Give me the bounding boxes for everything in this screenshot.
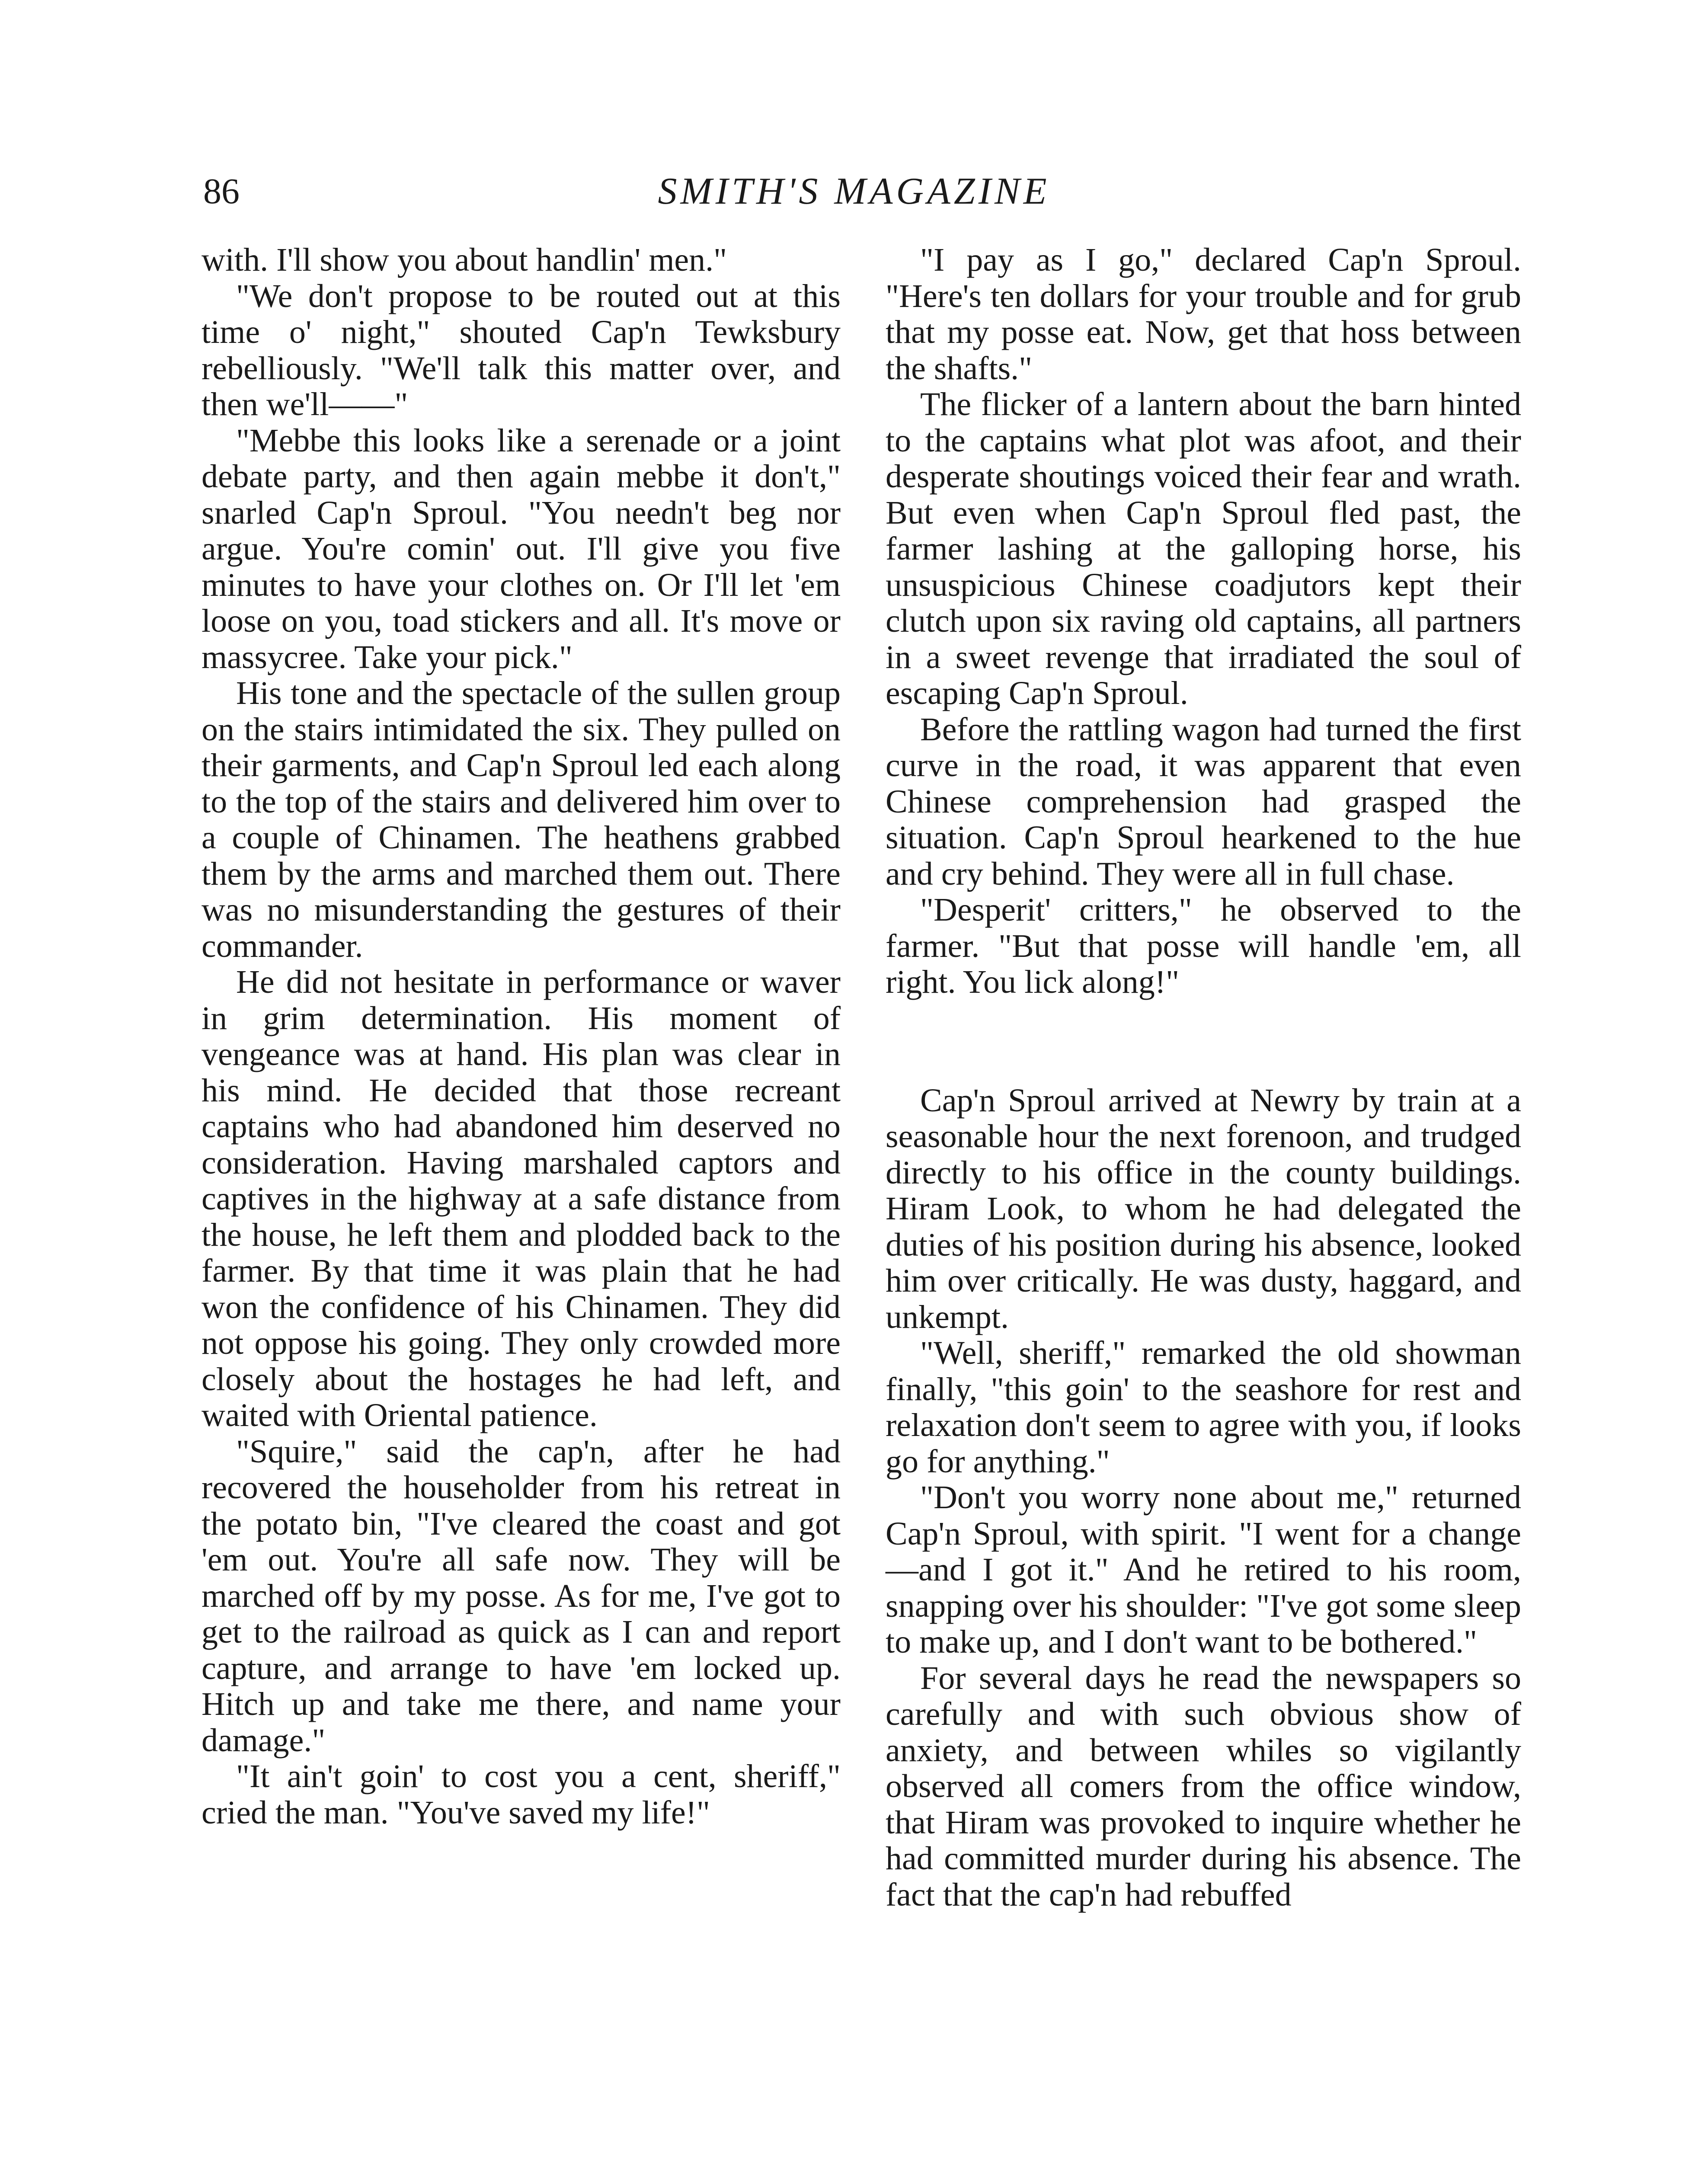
paragraph: "We don't propose to be routed out at this time o' night," shouted Cap'n Tewksbury rebelliously. "We'll talk this matter over, and then we'll——" [202,278,841,422]
paragraph: "Desperit' critters," he observed to the farmer. "But that posse will handle 'em, all right. You lick along!" [886,892,1521,1000]
paragraph: His tone and the spectacle of the sullen group on the stairs intimidated the six. They pulled on their garments, and Cap'n Sproul led each along to the top of the stairs and delivered him over to a couple of Chinamen. The heathens grabbed them by the arms and marched them out. There was no misunderstanding the gestures of their commander. [202,675,841,964]
paragraph: "I pay as I go," declared Cap'n Sproul. "Here's ten dollars for your trouble and for grub that my posse eat. Now, get that hoss between the shafts." [886,242,1521,387]
running-head: SMITH'S MAGAZINE [658,170,1050,212]
paragraph: "Don't you worry none about me," returned Cap'n Sproul, with spirit. "I went for a change—and I got it." And he retired to his room, snapping over his shoulder: "I've got some sleep to make up, and I don't want to be bothered." [886,1479,1521,1660]
right-column [886,242,1521,1913]
paragraph: "Mebbe this looks like a serenade or a joint debate party, and then again mebbe it don't," snarled Cap'n Sproul. "You needn't beg nor argue. You're comin' out. I'll give you five minutes to have your clothes on. Or I'll let 'em loose on you, toad stickers and all. It's move or massycree. Take your pick." [202,422,841,675]
paragraph: The flicker of a lantern about the barn hinted to the captains what plot was afoot, and their desperate shoutings voiced their fear and wrath. But even when Cap'n Sproul fled past, the farmer lashing at the galloping horse, his unsuspicious Chinese coadjutors kept their clutch upon six raving old captains, all partners in a sweet revenge that irradiated the soul of escaping Cap'n Sproul. [886,386,1521,711]
paragraph: He did not hesitate in performance or waver in grim determination. His moment of vengeance was at hand. His plan was clear in his mind. He decided that those recreant captains who had abandoned him deserved no consideration. Having marshaled captors and captives in the highway at a safe distance from the house, he left them and plodded back to the farmer. By that time it was plain that he had won the confidence of his Chinamen. They did not oppose his going. They only crowded more closely about the hostages he had left, and waited with Oriental patience. [202,964,841,1433]
paragraph: with. I'll show you about handlin' men." [202,242,727,278]
paragraph: "Well, sheriff," remarked the old showman finally, "this goin' to the seashore for rest and relaxation don't seem to agree with you, if looks go for anything." [886,1335,1521,1480]
paragraph: Cap'n Sproul arrived at Newry by train at a seasonable hour the next forenoon, and trudged directly to his office in the county buildings. Hiram Look, to whom he had delegated the duties of his position during his absence, looked him over critically. He was dusty, haggard, and unkempt. [886,1082,1521,1335]
page-header [0,163,1708,220]
left-column [202,242,841,1831]
paragraph: "Squire," said the cap'n, after he had recovered the householder from his retreat in the potato bin, "I've cleared the coast and got 'em out. You're all safe now. They will be marched off by my posse. As for me, I've got to get to the railroad as quick as I can and report capture, and arrange to have 'em locked up. Hitch up and take me there, and name your damage." [202,1433,841,1759]
paragraph: Before the rattling wagon had turned the first curve in the road, it was apparent that even Chinese comprehension had grasped the situation. Cap'n Sproul hearkened to the hue and cry behind. They were all in full chase. [886,711,1521,892]
paragraph: "It ain't goin' to cost you a cent, sheriff," cried the man. "You've saved my life!" [202,1758,841,1831]
page-number: 86 [203,171,240,211]
paragraph: For several days he read the newspapers so carefully and with such obvious show of anxiety, and between whiles so vigilantly observed all comers from the office window, that Hiram was provoked to inquire whether he had committed murder during his absence. The fact that the cap'n had rebuffed [886,1660,1521,1913]
